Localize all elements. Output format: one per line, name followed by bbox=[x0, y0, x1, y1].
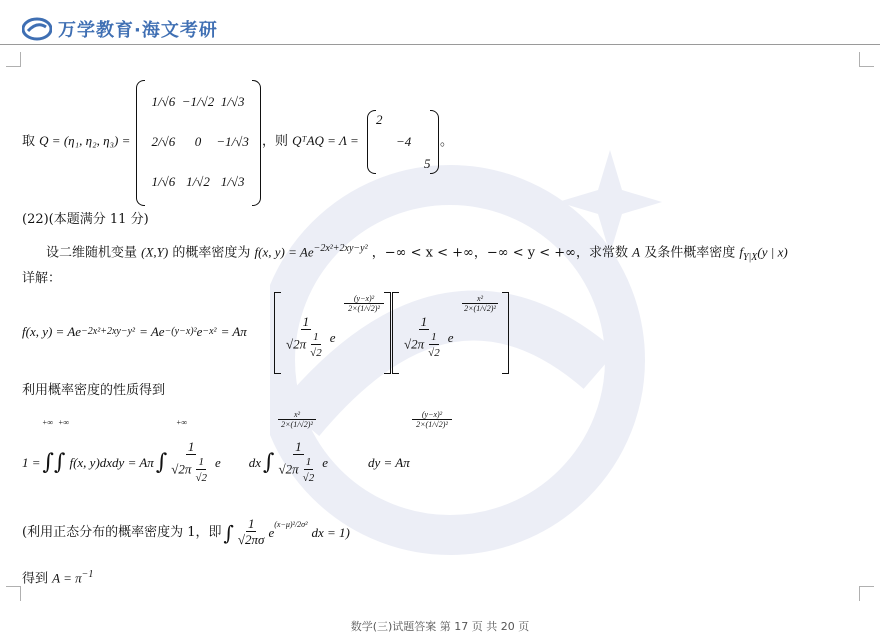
then-text: ，则 bbox=[262, 134, 289, 149]
eq2-frac-1 bbox=[169, 440, 213, 486]
eq2-e1: e bbox=[214, 455, 221, 470]
matrix-l-entry-2: −4 bbox=[396, 134, 412, 149]
eq1-factor-2 bbox=[400, 315, 453, 361]
matrix-q-cell: 1/√3 bbox=[220, 94, 245, 109]
matrix-l-entry-1: 2 bbox=[376, 112, 383, 127]
eq2-exp-a-den: 2×(1/√2)² bbox=[281, 420, 313, 429]
prefix-text: 取 bbox=[22, 134, 36, 149]
eq2-exp-b bbox=[412, 410, 452, 429]
frac2-num: 1 bbox=[420, 314, 428, 329]
range-text: ，−∞ < x < +∞，−∞ < y < +∞，求常数 bbox=[371, 245, 628, 261]
frac1-inner-den: √2 bbox=[310, 347, 322, 359]
xy-var: (X,Y) bbox=[141, 244, 169, 260]
qtaq-eq: QᵀAQ = Λ = bbox=[292, 133, 359, 148]
header-rule bbox=[0, 44, 880, 45]
crop-mark-bottom-right bbox=[859, 586, 874, 601]
matrix-q-cell: 2/√6 bbox=[151, 134, 176, 149]
q-def: Q = (η₁, η₂, η₃) = bbox=[39, 133, 131, 148]
equation-2 bbox=[22, 440, 410, 486]
eq2-frac2-den-text: √2π bbox=[278, 461, 299, 477]
eq2-exp-a bbox=[278, 410, 316, 429]
eq1-exp-a-num: (y−x)² bbox=[344, 294, 384, 304]
int1-top-limit: +∞ bbox=[42, 418, 54, 427]
matrix-q-cell: −1/√3 bbox=[216, 134, 249, 149]
integral-sign-2: ∫ bbox=[54, 450, 66, 475]
stem-c: 及条件概率密度 bbox=[644, 245, 736, 261]
eq2-exp-a-num: x² bbox=[278, 410, 316, 420]
eq1-frac-2 bbox=[402, 315, 446, 361]
eq1-api: = Aπ bbox=[220, 324, 247, 339]
logo-text: 万学教育·海文考研 bbox=[58, 20, 218, 41]
logo-swirl-icon bbox=[22, 17, 52, 41]
eq2-frac1-inner-num: 1 bbox=[198, 456, 204, 468]
crop-mark-bottom-left bbox=[6, 586, 21, 601]
frac2-inner-num: 1 bbox=[431, 331, 437, 343]
eq2-exp-b-num: (y−x)² bbox=[412, 410, 452, 420]
eq2-frac1-num: 1 bbox=[187, 439, 195, 454]
crop-mark-top-right bbox=[859, 52, 874, 67]
eq1-exp-b bbox=[462, 294, 498, 313]
fxy-def: f(x, y) = Ae bbox=[254, 244, 314, 260]
matrix-q-cell: 0 bbox=[194, 134, 202, 149]
crop-mark-top-left bbox=[6, 52, 21, 67]
eq2-dy: dy = Aπ bbox=[368, 455, 410, 470]
matrix-l-entry-3: 5 bbox=[424, 156, 431, 171]
frac2-inner-den: √2 bbox=[428, 347, 440, 359]
normal-frac-num: 1 bbox=[247, 516, 255, 531]
eq1-exp-a-den: 2×(1/√2)² bbox=[348, 304, 380, 313]
header-logo bbox=[22, 14, 218, 44]
normal-text-a: (利用正态分布的概率密度为 1，即 bbox=[22, 524, 222, 540]
eq1-exp2: −(y−x)² bbox=[164, 326, 197, 337]
int3-top-limit: +∞ bbox=[176, 418, 188, 427]
eq2-frac2-den bbox=[277, 455, 321, 486]
matrix-q-cell: 1/√2 bbox=[186, 174, 210, 189]
eq2-frac2-num: 1 bbox=[295, 439, 302, 454]
eq2-f: f(x, y)dxdy = Aπ bbox=[69, 455, 154, 470]
normal-line bbox=[22, 517, 350, 548]
normal-frac bbox=[236, 517, 267, 548]
eq1-mid: = Ae bbox=[139, 324, 165, 339]
eq2-dx: dx bbox=[248, 455, 262, 470]
eq2-e2: e bbox=[322, 455, 328, 470]
integral-sign-4: ∫ bbox=[263, 450, 275, 475]
matrix-l-left-bracket bbox=[367, 110, 376, 174]
stem-a: 设二维随机变量 bbox=[46, 245, 138, 261]
cond-f: f bbox=[739, 244, 743, 260]
matrix-q-cell: −1/√2 bbox=[181, 94, 215, 109]
eq1-right-bracket-2 bbox=[502, 292, 509, 374]
normal-frac-den: √2πσ bbox=[237, 532, 265, 547]
matrix-q-cell: 1/√6 bbox=[151, 174, 176, 189]
eq2-exp-b-den: 2×(1/√2)² bbox=[416, 420, 448, 429]
normal-e: e bbox=[268, 524, 275, 540]
eq1-left-bracket-2 bbox=[392, 292, 399, 374]
eq2-lhs: 1 = bbox=[22, 455, 41, 470]
matrix-q-cell: 1/√3 bbox=[220, 174, 245, 189]
cond-arg: (y | x) bbox=[757, 244, 788, 260]
frac1-num: 1 bbox=[302, 314, 310, 329]
frac2-den-text: √2π bbox=[404, 336, 425, 352]
eq2-frac1-den-text: √2π bbox=[171, 461, 192, 477]
cond-sub: Y|X bbox=[742, 251, 758, 263]
eq1-exp3: −x² bbox=[202, 326, 217, 337]
eq1-exp1: −2x²+2xy−y² bbox=[81, 326, 136, 337]
equation-1 bbox=[22, 324, 247, 340]
normal-tail: dx = 1) bbox=[311, 524, 350, 540]
stem-b: 的概率密度为 bbox=[172, 245, 251, 261]
eq2-frac2-inner-den: √2 bbox=[302, 472, 315, 484]
const-a: A bbox=[632, 244, 641, 260]
eq1-exp-a bbox=[344, 294, 384, 313]
integral-sign-3: ∫ bbox=[155, 450, 168, 475]
eq1-right-bracket-1 bbox=[384, 292, 391, 374]
eq1-exp-b-den: 2×(1/√2)² bbox=[464, 304, 496, 313]
eq1-left-bracket-1 bbox=[274, 292, 281, 374]
eq1-lhs: f(x, y) = Ae bbox=[22, 324, 82, 339]
integral-sign-1: ∫ bbox=[42, 450, 54, 475]
eq1-factor-1 bbox=[282, 315, 335, 361]
q22-heading: (22)(本题满分 11 分) bbox=[22, 212, 149, 227]
frac1-inner-num: 1 bbox=[313, 331, 319, 343]
result-line bbox=[22, 567, 93, 587]
eq2-frac1-den bbox=[169, 455, 213, 486]
eq1-frac-1 bbox=[284, 315, 328, 361]
frac1-den bbox=[284, 330, 328, 361]
matrix-q bbox=[146, 82, 250, 202]
solution-label: 详解： bbox=[22, 271, 62, 286]
eq1-e: e bbox=[196, 324, 203, 339]
int2-top-limit: +∞ bbox=[58, 418, 70, 427]
matrix-q-right-bracket bbox=[252, 80, 261, 206]
result-eq: A = π bbox=[52, 570, 82, 586]
q-def-line bbox=[22, 133, 130, 150]
matrix-q-cell: 1/√6 bbox=[151, 94, 176, 109]
property-text: 利用概率密度的性质得到 bbox=[22, 383, 166, 398]
integral-sign-5: ∫ bbox=[223, 520, 234, 545]
fxy-exponent: −2x²+2xy−y² bbox=[313, 243, 368, 254]
eq1-exp-b-num: x² bbox=[462, 294, 498, 304]
frac1-den-text: √2π bbox=[286, 336, 307, 352]
eq2-frac1-inner-den: √2 bbox=[195, 472, 207, 484]
period-text: 。 bbox=[440, 134, 454, 149]
matrix-l-right-bracket bbox=[430, 110, 439, 174]
frac2-den bbox=[402, 330, 446, 361]
normal-exp: (x−μ)²/2σ² bbox=[274, 520, 308, 529]
q22-stem bbox=[46, 241, 788, 266]
page-footer: 数学(三)试题答案 第 17 页 共 20 页 bbox=[350, 620, 530, 633]
result-exp: −1 bbox=[81, 569, 94, 580]
eq2-frac2-inner-num: 1 bbox=[305, 456, 312, 468]
eq1-e2: e bbox=[447, 330, 454, 345]
matrix-q-left-bracket bbox=[136, 80, 145, 206]
eq2-frac-2 bbox=[277, 440, 321, 486]
result-text: 得到 bbox=[22, 571, 49, 587]
then-qtaq bbox=[262, 133, 359, 150]
eq1-e1: e bbox=[329, 330, 336, 345]
